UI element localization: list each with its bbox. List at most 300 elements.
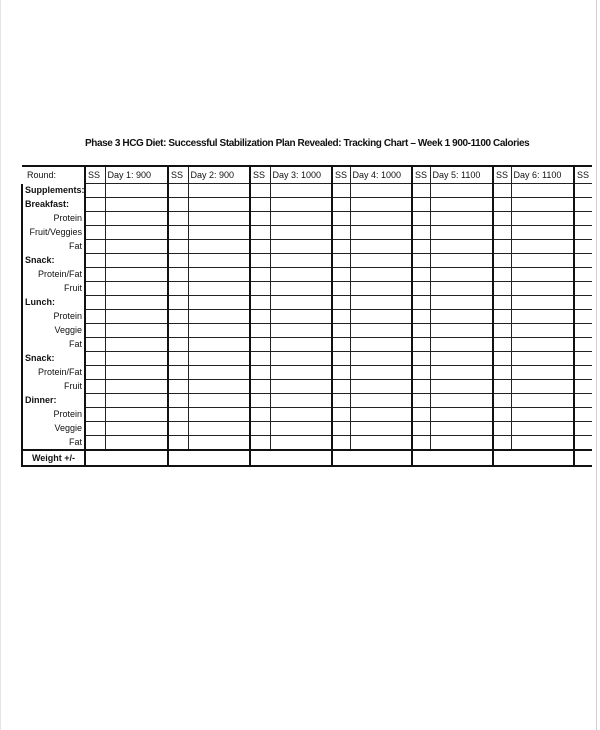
ss-cell[interactable] (85, 366, 105, 380)
row-label: Fruit (22, 380, 85, 394)
day-cell[interactable] (270, 380, 332, 394)
ss-cell[interactable] (85, 436, 105, 451)
ss-cell[interactable] (168, 240, 188, 254)
ss-cell[interactable] (332, 198, 350, 212)
day-cell[interactable] (430, 184, 493, 198)
ss-cell[interactable] (168, 184, 188, 198)
ss-cell[interactable] (574, 254, 592, 268)
ss-cell[interactable] (493, 310, 511, 324)
day-cell[interactable] (188, 226, 250, 240)
day-cell[interactable] (105, 422, 168, 436)
ss-cell[interactable] (168, 268, 188, 282)
row-label: Fruit (22, 282, 85, 296)
day-cell[interactable] (270, 324, 332, 338)
ss-cell[interactable] (168, 352, 188, 366)
ss-header: SS (85, 166, 105, 184)
ss-cell[interactable] (332, 184, 350, 198)
table-row (22, 338, 592, 352)
ss-cell[interactable] (168, 198, 188, 212)
day-cell[interactable] (511, 240, 574, 254)
day-cell[interactable] (188, 184, 250, 198)
ss-cell[interactable] (250, 282, 270, 296)
day-cell[interactable] (105, 394, 168, 408)
ss-cell[interactable] (168, 212, 188, 226)
day-cell[interactable] (430, 352, 493, 366)
ss-cell[interactable] (412, 282, 430, 296)
ss-cell[interactable] (493, 366, 511, 380)
day-cell[interactable] (105, 408, 168, 422)
ss-cell[interactable] (168, 324, 188, 338)
day-cell[interactable] (105, 436, 168, 451)
ss-cell[interactable] (332, 366, 350, 380)
table-row (22, 268, 592, 282)
ss-cell[interactable] (412, 212, 430, 226)
row-label: Veggie (22, 422, 85, 436)
day-cell[interactable] (188, 268, 250, 282)
day-cell[interactable] (511, 212, 574, 226)
ss-cell[interactable] (250, 394, 270, 408)
day-cell[interactable] (511, 296, 574, 310)
day-cell[interactable] (270, 240, 332, 254)
ss-cell[interactable] (332, 212, 350, 226)
ss-cell[interactable] (332, 268, 350, 282)
row-label: Fat (22, 436, 85, 451)
day-cell[interactable] (430, 282, 493, 296)
day-cell[interactable] (350, 366, 412, 380)
day-cell[interactable] (430, 366, 493, 380)
tracking-table (21, 165, 592, 467)
day-cell[interactable] (105, 226, 168, 240)
day-cell[interactable] (270, 282, 332, 296)
day-cell[interactable] (430, 226, 493, 240)
ss-cell[interactable] (250, 366, 270, 380)
ss-cell[interactable] (85, 254, 105, 268)
ss-cell[interactable] (85, 324, 105, 338)
header-row (22, 166, 592, 184)
ss-cell[interactable] (250, 310, 270, 324)
ss-cell[interactable] (250, 254, 270, 268)
ss-cell[interactable] (412, 198, 430, 212)
table-row (22, 282, 592, 296)
ss-cell[interactable] (574, 338, 592, 352)
ss-cell[interactable] (574, 268, 592, 282)
ss-cell[interactable] (85, 310, 105, 324)
day-cell[interactable] (105, 240, 168, 254)
ss-cell[interactable] (574, 198, 592, 212)
day-header: Day 1: 900 (105, 166, 168, 184)
day-cell[interactable] (430, 296, 493, 310)
day-cell[interactable] (511, 352, 574, 366)
day-cell[interactable] (430, 380, 493, 394)
day-cell[interactable] (188, 212, 250, 226)
weight-cell[interactable] (168, 450, 250, 466)
row-label: Breakfast: (22, 198, 85, 212)
day-cell[interactable] (105, 380, 168, 394)
day-cell[interactable] (350, 310, 412, 324)
ss-cell[interactable] (250, 352, 270, 366)
day-cell[interactable] (511, 226, 574, 240)
day-cell[interactable] (350, 380, 412, 394)
day-cell[interactable] (350, 408, 412, 422)
day-cell[interactable] (511, 338, 574, 352)
weight-cell[interactable] (493, 450, 574, 466)
day-cell[interactable] (188, 422, 250, 436)
ss-cell[interactable] (574, 380, 592, 394)
day-cell[interactable] (511, 436, 574, 451)
chart-title: Phase 3 HCG Diet: Successful Stabilization Plan Revealed: Tracking Chart – Week 1 900-1100 Calories (85, 138, 530, 149)
day-cell[interactable] (350, 240, 412, 254)
day-cell[interactable] (350, 226, 412, 240)
ss-cell[interactable] (332, 282, 350, 296)
ss-cell[interactable] (493, 226, 511, 240)
ss-cell[interactable] (574, 422, 592, 436)
day-cell[interactable] (430, 212, 493, 226)
table-row (22, 212, 592, 226)
day-header: Day 2: 900 (188, 166, 250, 184)
ss-cell[interactable] (332, 436, 350, 451)
ss-cell[interactable] (574, 408, 592, 422)
ss-cell[interactable] (168, 226, 188, 240)
day-cell[interactable] (188, 352, 250, 366)
weight-cell[interactable] (250, 450, 332, 466)
ss-cell[interactable] (493, 422, 511, 436)
day-cell[interactable] (511, 366, 574, 380)
row-label: Lunch: (22, 296, 85, 310)
day-cell[interactable] (270, 226, 332, 240)
ss-cell[interactable] (250, 184, 270, 198)
ss-header: SS (412, 166, 430, 184)
ss-header: SS (493, 166, 511, 184)
ss-cell[interactable] (574, 310, 592, 324)
ss-cell[interactable] (412, 268, 430, 282)
day-cell[interactable] (270, 352, 332, 366)
ss-cell[interactable] (574, 226, 592, 240)
day-cell[interactable] (105, 338, 168, 352)
ss-cell[interactable] (250, 240, 270, 254)
ss-cell[interactable] (332, 254, 350, 268)
ss-cell[interactable] (332, 352, 350, 366)
table-row (22, 226, 592, 240)
day-cell[interactable] (105, 282, 168, 296)
row-label: Fruit/Veggies (22, 226, 85, 240)
ss-cell[interactable] (574, 296, 592, 310)
ss-cell[interactable] (493, 408, 511, 422)
day-cell[interactable] (188, 408, 250, 422)
ss-header: SS (332, 166, 350, 184)
weight-cell[interactable] (574, 450, 592, 466)
ss-cell[interactable] (168, 422, 188, 436)
day-cell[interactable] (430, 254, 493, 268)
ss-cell[interactable] (250, 198, 270, 212)
row-label: Fat (22, 240, 85, 254)
day-cell[interactable] (105, 198, 168, 212)
ss-cell[interactable] (493, 184, 511, 198)
day-cell[interactable] (350, 296, 412, 310)
day-header: Day 5: 1100 (430, 166, 493, 184)
ss-cell[interactable] (85, 240, 105, 254)
day-cell[interactable] (105, 212, 168, 226)
ss-cell[interactable] (493, 436, 511, 451)
row-label: Protein/Fat (22, 268, 85, 282)
day-cell[interactable] (188, 254, 250, 268)
ss-cell[interactable] (168, 282, 188, 296)
ss-cell[interactable] (85, 296, 105, 310)
ss-cell[interactable] (332, 338, 350, 352)
day-cell[interactable] (511, 380, 574, 394)
ss-cell[interactable] (574, 282, 592, 296)
table-row (22, 296, 592, 310)
day-cell[interactable] (430, 240, 493, 254)
day-cell[interactable] (430, 338, 493, 352)
day-cell[interactable] (188, 436, 250, 451)
ss-cell[interactable] (412, 366, 430, 380)
day-cell[interactable] (511, 394, 574, 408)
ss-cell[interactable] (332, 324, 350, 338)
ss-cell[interactable] (412, 380, 430, 394)
day-cell[interactable] (511, 184, 574, 198)
day-cell[interactable] (188, 282, 250, 296)
ss-cell[interactable] (493, 282, 511, 296)
day-cell[interactable] (350, 324, 412, 338)
row-label: Snack: (22, 254, 85, 268)
ss-cell[interactable] (332, 310, 350, 324)
ss-cell[interactable] (412, 240, 430, 254)
ss-cell[interactable] (168, 254, 188, 268)
ss-cell[interactable] (493, 324, 511, 338)
ss-cell[interactable] (574, 212, 592, 226)
day-cell[interactable] (105, 324, 168, 338)
ss-cell[interactable] (332, 296, 350, 310)
day-cell[interactable] (350, 394, 412, 408)
day-cell[interactable] (270, 212, 332, 226)
ss-cell[interactable] (85, 198, 105, 212)
day-cell[interactable] (270, 436, 332, 451)
round-label: Round: (22, 166, 85, 184)
day-cell[interactable] (105, 352, 168, 366)
day-cell[interactable] (350, 184, 412, 198)
day-cell[interactable] (270, 310, 332, 324)
day-header: Day 6: 1100 (511, 166, 574, 184)
ss-cell[interactable] (412, 338, 430, 352)
day-cell[interactable] (350, 268, 412, 282)
ss-cell[interactable] (574, 394, 592, 408)
day-cell[interactable] (105, 184, 168, 198)
row-label: Fat (22, 338, 85, 352)
ss-cell[interactable] (412, 408, 430, 422)
day-cell[interactable] (270, 394, 332, 408)
ss-cell[interactable] (412, 352, 430, 366)
ss-cell[interactable] (493, 394, 511, 408)
day-cell[interactable] (188, 240, 250, 254)
ss-cell[interactable] (85, 352, 105, 366)
ss-cell[interactable] (85, 268, 105, 282)
day-cell[interactable] (350, 254, 412, 268)
ss-cell[interactable] (168, 296, 188, 310)
ss-cell[interactable] (250, 380, 270, 394)
ss-cell[interactable] (168, 366, 188, 380)
ss-cell[interactable] (493, 296, 511, 310)
ss-cell[interactable] (168, 436, 188, 451)
day-cell[interactable] (430, 310, 493, 324)
ss-cell[interactable] (85, 422, 105, 436)
day-cell[interactable] (188, 338, 250, 352)
ss-cell[interactable] (332, 422, 350, 436)
day-cell[interactable] (270, 408, 332, 422)
day-cell[interactable] (430, 436, 493, 451)
ss-cell[interactable] (493, 198, 511, 212)
day-cell[interactable] (188, 394, 250, 408)
ss-cell[interactable] (250, 268, 270, 282)
row-label: Protein (22, 408, 85, 422)
ss-cell[interactable] (493, 240, 511, 254)
ss-cell[interactable] (250, 212, 270, 226)
day-cell[interactable] (430, 408, 493, 422)
ss-cell[interactable] (493, 254, 511, 268)
day-cell[interactable] (511, 408, 574, 422)
row-label: Veggie (22, 324, 85, 338)
day-cell[interactable] (270, 198, 332, 212)
ss-cell[interactable] (412, 422, 430, 436)
ss-cell[interactable] (493, 380, 511, 394)
day-cell[interactable] (511, 254, 574, 268)
day-cell[interactable] (188, 366, 250, 380)
day-cell[interactable] (270, 268, 332, 282)
ss-cell[interactable] (250, 408, 270, 422)
table-row (22, 366, 592, 380)
ss-cell[interactable] (574, 352, 592, 366)
ss-header: SS (574, 166, 592, 184)
day-cell[interactable] (270, 296, 332, 310)
ss-cell[interactable] (85, 338, 105, 352)
day-cell[interactable] (270, 184, 332, 198)
day-cell[interactable] (188, 310, 250, 324)
ss-cell[interactable] (574, 324, 592, 338)
day-cell[interactable] (511, 282, 574, 296)
ss-cell[interactable] (493, 268, 511, 282)
table-row (22, 198, 592, 212)
day-cell[interactable] (188, 380, 250, 394)
ss-cell[interactable] (332, 380, 350, 394)
day-cell[interactable] (350, 198, 412, 212)
weight-cell[interactable] (332, 450, 412, 466)
weight-cell[interactable] (412, 450, 493, 466)
ss-cell[interactable] (250, 296, 270, 310)
ss-cell[interactable] (493, 212, 511, 226)
day-cell[interactable] (350, 212, 412, 226)
ss-cell[interactable] (250, 422, 270, 436)
day-cell[interactable] (511, 198, 574, 212)
ss-cell[interactable] (250, 324, 270, 338)
ss-cell[interactable] (250, 338, 270, 352)
ss-cell[interactable] (332, 226, 350, 240)
ss-cell[interactable] (412, 324, 430, 338)
ss-cell[interactable] (412, 296, 430, 310)
table-row (22, 394, 592, 408)
day-cell[interactable] (270, 338, 332, 352)
ss-cell[interactable] (85, 184, 105, 198)
day-cell[interactable] (511, 310, 574, 324)
ss-cell[interactable] (85, 408, 105, 422)
day-cell[interactable] (430, 394, 493, 408)
ss-cell[interactable] (168, 394, 188, 408)
ss-cell[interactable] (168, 338, 188, 352)
ss-cell[interactable] (250, 226, 270, 240)
day-cell[interactable] (430, 422, 493, 436)
ss-cell[interactable] (574, 184, 592, 198)
ss-cell[interactable] (332, 408, 350, 422)
ss-cell[interactable] (412, 226, 430, 240)
table-row (22, 310, 592, 324)
day-cell[interactable] (350, 338, 412, 352)
ss-cell[interactable] (412, 254, 430, 268)
ss-cell[interactable] (574, 436, 592, 451)
table-row (22, 408, 592, 422)
ss-header: SS (250, 166, 270, 184)
ss-cell[interactable] (85, 282, 105, 296)
ss-cell[interactable] (85, 212, 105, 226)
ss-cell[interactable] (332, 394, 350, 408)
ss-cell[interactable] (574, 366, 592, 380)
ss-cell[interactable] (85, 380, 105, 394)
ss-cell[interactable] (85, 394, 105, 408)
day-cell[interactable] (105, 296, 168, 310)
day-cell[interactable] (105, 310, 168, 324)
ss-cell[interactable] (85, 226, 105, 240)
ss-cell[interactable] (493, 352, 511, 366)
table-row (22, 240, 592, 254)
table-row (22, 380, 592, 394)
ss-cell[interactable] (168, 310, 188, 324)
day-cell[interactable] (188, 324, 250, 338)
day-cell[interactable] (430, 324, 493, 338)
ss-cell[interactable] (168, 380, 188, 394)
ss-cell[interactable] (574, 240, 592, 254)
day-cell[interactable] (105, 268, 168, 282)
ss-cell[interactable] (332, 240, 350, 254)
ss-cell[interactable] (412, 436, 430, 451)
day-cell[interactable] (270, 422, 332, 436)
row-label: Dinner: (22, 394, 85, 408)
ss-cell[interactable] (168, 408, 188, 422)
ss-cell[interactable] (412, 310, 430, 324)
ss-header: SS (168, 166, 188, 184)
day-cell[interactable] (188, 296, 250, 310)
day-cell[interactable] (511, 324, 574, 338)
day-cell[interactable] (430, 268, 493, 282)
day-cell[interactable] (350, 282, 412, 296)
day-cell[interactable] (188, 198, 250, 212)
day-cell[interactable] (270, 254, 332, 268)
weight-row (22, 450, 592, 466)
ss-cell[interactable] (250, 436, 270, 451)
day-cell[interactable] (350, 422, 412, 436)
day-cell[interactable] (350, 436, 412, 451)
ss-cell[interactable] (412, 394, 430, 408)
table-row (22, 184, 592, 198)
day-cell[interactable] (511, 422, 574, 436)
weight-cell[interactable] (85, 450, 168, 466)
ss-cell[interactable] (493, 338, 511, 352)
day-cell[interactable] (105, 254, 168, 268)
day-cell[interactable] (430, 198, 493, 212)
day-cell[interactable] (350, 352, 412, 366)
ss-cell[interactable] (412, 184, 430, 198)
day-cell[interactable] (105, 366, 168, 380)
row-label: Supplements: (22, 184, 85, 198)
day-cell[interactable] (511, 268, 574, 282)
day-cell[interactable] (270, 366, 332, 380)
table-row (22, 436, 592, 451)
